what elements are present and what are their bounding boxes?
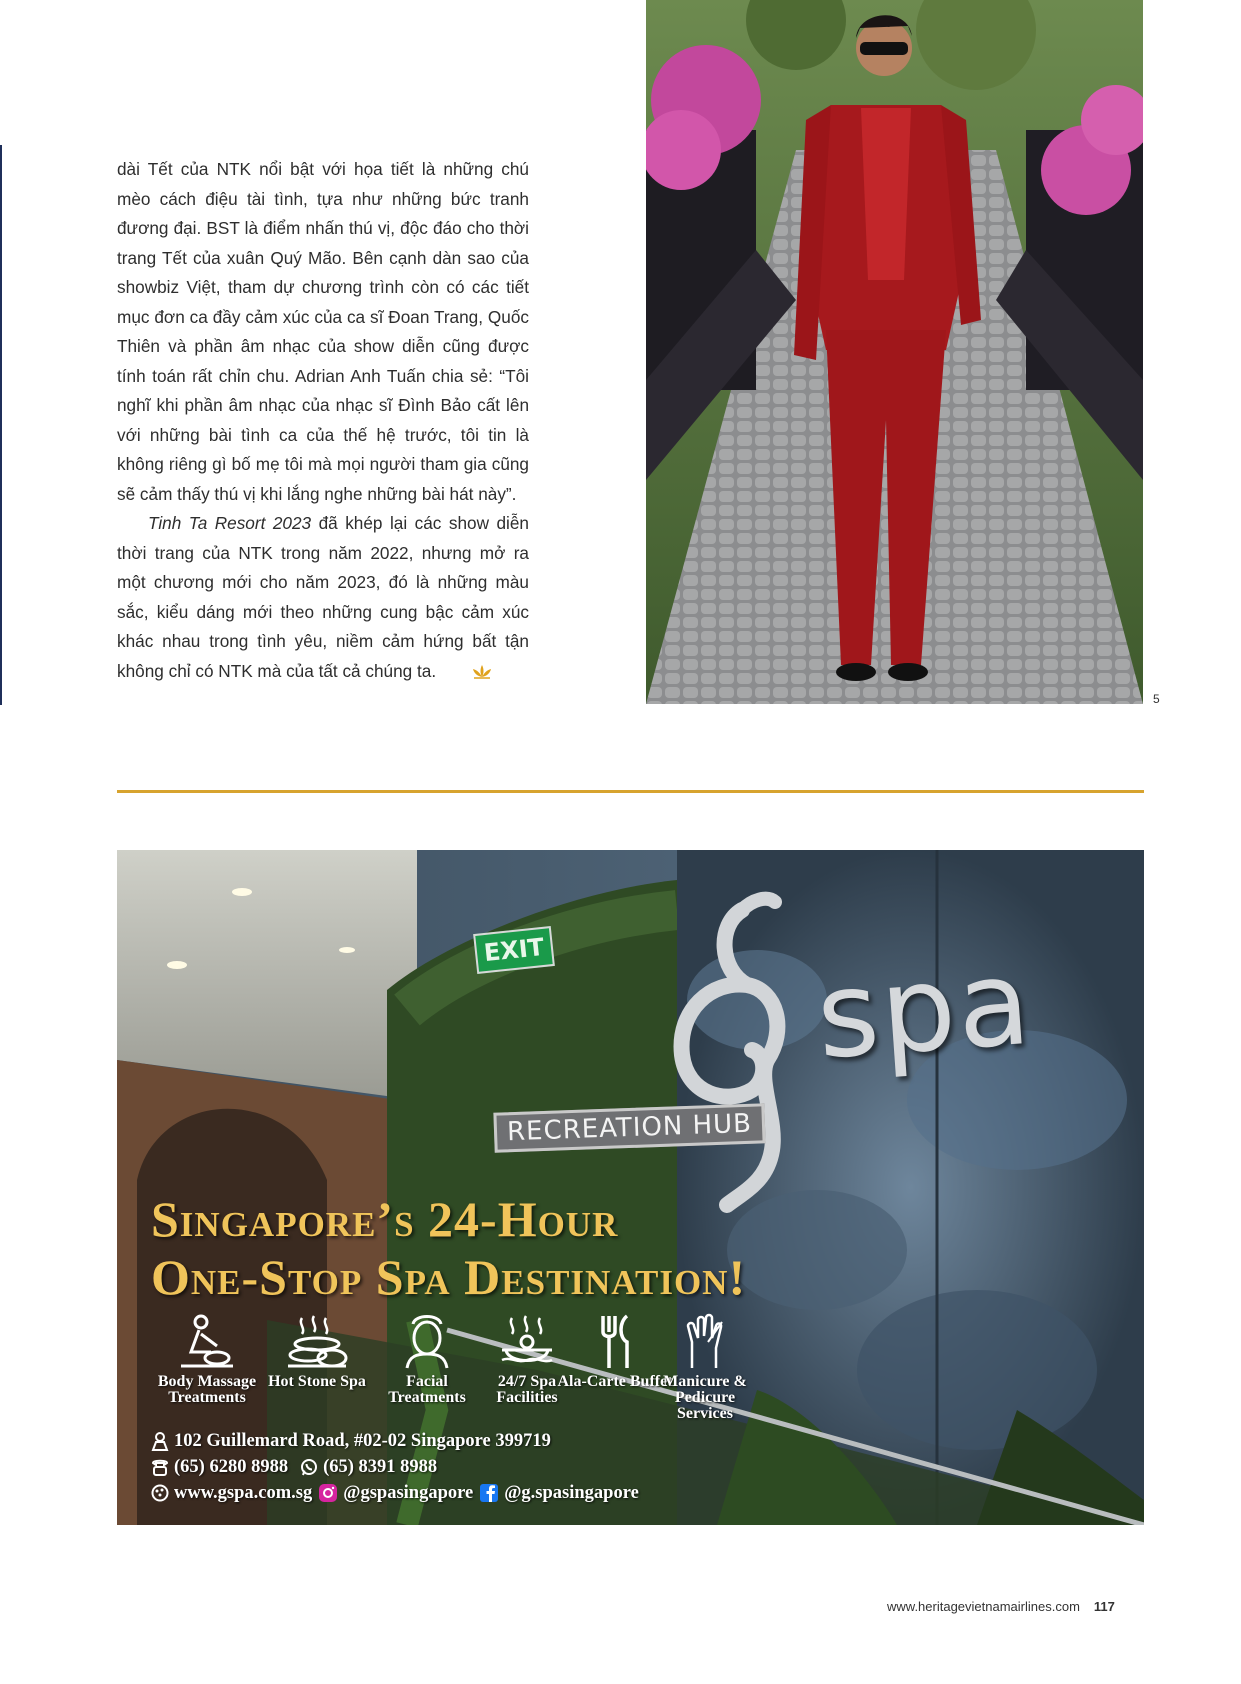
recreation-hub-sign: RECREATION HUB xyxy=(493,1103,765,1152)
phone-icon xyxy=(151,1458,169,1476)
article-paragraph-2-text: đã khép lại các show diễn thời trang của NTK trong năm 2022, nhưng mở ra một chương mới cho năm 2023, đó là những màu sắc, kiểu dáng mới theo những cung bậc cảm xúc khác nhau trong tình yêu, niềm cảm hứng bất tận không chỉ có NTK mà của tất cả chúng ta. xyxy=(117,513,529,681)
instagram-icon xyxy=(318,1483,338,1503)
service-label: Hot Stone Spa xyxy=(268,1373,366,1390)
service-label: Manicure & Pedicure Services xyxy=(663,1373,747,1422)
ad-headline xyxy=(151,1190,951,1306)
massage-icon xyxy=(177,1314,237,1370)
phone-row xyxy=(151,1454,639,1480)
footer-website[interactable]: www.heritagevietnamairlines.com xyxy=(887,1599,1080,1614)
page-footer xyxy=(887,1599,1115,1614)
facebook-handle[interactable]: @g.spasingapore xyxy=(504,1482,639,1503)
spa-bath-icon xyxy=(496,1314,558,1370)
services-list xyxy=(147,1310,767,1422)
headline-line-2: One-Stop Spa Destination! xyxy=(151,1249,747,1305)
online-row xyxy=(151,1480,639,1506)
headline-line-1: Singapore’s 24-Hour xyxy=(151,1191,619,1247)
service-label: Ala-Carte Buffet xyxy=(557,1373,673,1390)
service-label: 24/7 Spa Facilities xyxy=(496,1373,558,1406)
phone-number[interactable]: (65) 6280 8988 xyxy=(174,1456,289,1477)
service-label: Facial Treatments xyxy=(388,1373,466,1406)
address-text: 102 Guillemard Road, #02-02 Singapore 399719 xyxy=(174,1430,551,1451)
facebook-icon xyxy=(479,1483,499,1503)
article-paragraph-1: dài Tết của NTK nổi bật với họa tiết là những chú mèo cách điệu tài tình, tựa như những bức tranh đương đại. BST là điểm nhấn thú vị, độc đáo cho thời trang Tết của xuân Quý Mão. Bên cạnh dàn sao của showbiz Việt, tham dự chương trình còn có các tiết mục đơn ca đầy cảm xúc của ca sĩ Đoan Trang, Quốc Thiên và phần âm nhạc của show diễn cũng được tính toán rất chỉn chu. Adrian Anh Tuấn chia sẻ: “Tôi nghĩ khi phần âm nhạc của nhạc sĩ Đình Bảo cất lên với những bài tình ca của thế hệ trước, tôi tin là không riêng gì bố mẹ tôi mà mọi người tham gia cũng sẽ cảm thấy thú vị khi lắng nghe những bài hát này”. xyxy=(117,159,529,504)
cutlery-icon xyxy=(595,1314,635,1370)
spa-advertisement xyxy=(117,850,1144,1525)
logo-text: spa xyxy=(812,932,1037,1086)
lotus-end-icon xyxy=(440,660,493,690)
manicure-icon xyxy=(682,1312,728,1370)
photo-number: 5 xyxy=(1153,692,1160,706)
service-label: Body Massage Treatments xyxy=(157,1373,257,1406)
website-link[interactable]: www.gspa.com.sg xyxy=(174,1482,313,1503)
contact-info xyxy=(151,1428,639,1506)
hot-stone-icon xyxy=(284,1314,350,1370)
section-divider xyxy=(117,790,1144,793)
service-body-massage xyxy=(147,1310,267,1406)
collection-title: Tinh Ta Resort 2023 xyxy=(148,513,312,533)
service-hot-stone xyxy=(257,1310,377,1390)
instagram-handle[interactable]: @gspasingapore xyxy=(343,1482,474,1503)
edge-color-mark xyxy=(0,145,2,705)
article-paragraph-2 xyxy=(117,509,529,689)
whatsapp-icon xyxy=(300,1458,318,1476)
article-text xyxy=(117,155,529,689)
service-manicure xyxy=(645,1310,765,1422)
whatsapp-number[interactable]: (65) 8391 8988 xyxy=(323,1456,438,1477)
exit-sign: EXIT xyxy=(473,926,555,974)
address-row xyxy=(151,1428,639,1454)
location-icon xyxy=(151,1431,169,1451)
globe-icon xyxy=(151,1484,169,1502)
facial-icon xyxy=(401,1314,453,1370)
page-number: 117 xyxy=(1093,1599,1115,1614)
runway-photo xyxy=(646,0,1143,704)
